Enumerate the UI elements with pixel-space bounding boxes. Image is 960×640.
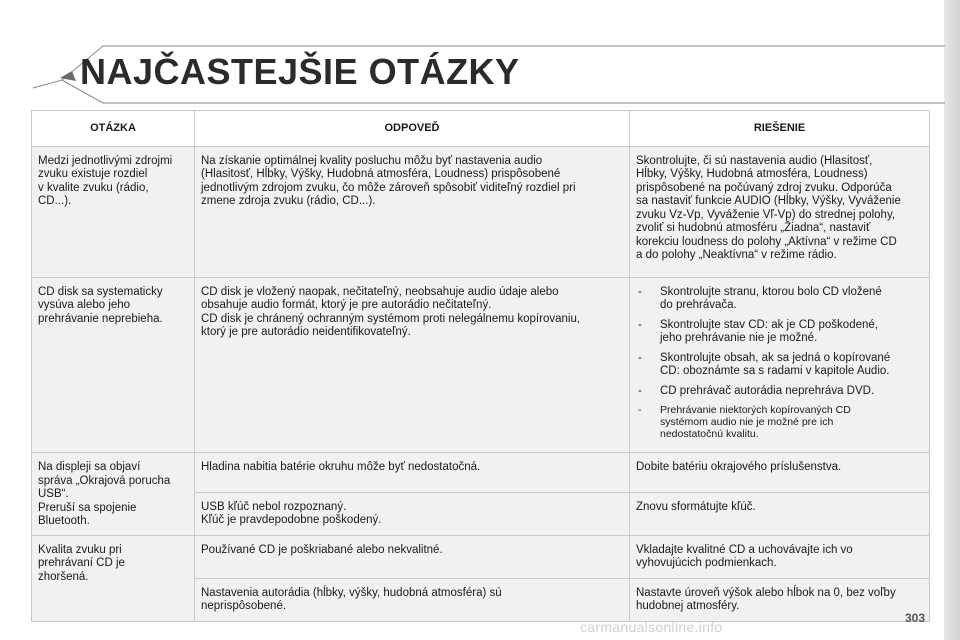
answer-line: USB kľúč nebol rozpoznaný. <box>201 500 347 513</box>
solution-cell <box>630 578 930 621</box>
page-edge-band <box>944 0 960 640</box>
answer-line: Hladina nabitia batérie okruhu môže byť nedostatočná. <box>201 461 481 473</box>
list-item <box>636 319 924 346</box>
list-item <box>636 286 924 313</box>
answer-line: obsahuje audio formát, ktorý je pre autorádio nečitateľný. <box>201 299 492 311</box>
solution-line: a do polohy „Neaktívna“ v režime rádio. <box>636 249 837 261</box>
question-line: v kvalite zvuku (rádio, <box>38 181 149 194</box>
solution-line: Nastavte úroveň výšok alebo hĺbok na 0, bez voľby <box>636 586 896 599</box>
solution-cell <box>630 535 930 578</box>
answer-line: jednotlivým zdrojom zvuku, čo môže zároveň spôsobiť viditeľný rozdiel pri <box>201 181 576 194</box>
answer-line: CD disk je vložený naopak, nečitateľný, neobsahuje audio údaje alebo <box>201 285 559 298</box>
answer-line: Nastavenia autorádia (hĺbky, výšky, hudobná atmosféra) sú <box>201 586 502 599</box>
answer-line: Na získanie optimálnej kvality posluchu môžu byť nastavenia audio <box>201 154 543 167</box>
question-line: Kvalita zvuku pri <box>38 543 122 556</box>
list-item <box>636 404 924 440</box>
faq-table <box>31 110 930 622</box>
column-header-solution: RIEŠENIE <box>630 111 930 147</box>
answer-cell <box>195 453 630 493</box>
solution-line: Skontrolujte, či sú nastavenia audio (Hlasitosť, <box>636 154 873 167</box>
page-number: 303 <box>905 611 926 625</box>
question-line: Preruší sa spojenie <box>38 501 137 514</box>
solution-cell <box>630 453 930 493</box>
answer-line: (Hlasitosť, Hĺbky, Výšky, Hudobná atmosféra, Loudness) prispôsobené <box>201 168 561 180</box>
question-line: USB“. <box>38 488 69 500</box>
answer-cell <box>195 535 630 578</box>
solution-line: Hĺbky, Výšky, Hudobná atmosféra, Loudness) <box>636 168 868 180</box>
question-line: vysúva alebo jeho <box>38 299 131 311</box>
solution-line: jeho prehrávanie nie je možné. <box>660 332 818 344</box>
table-row <box>32 277 930 453</box>
solution-line: systémom audio nie je možné pre ich <box>660 416 834 428</box>
question-cell <box>32 535 195 621</box>
solution-line: do prehrávača. <box>660 299 737 311</box>
watermark-text: carmanualsonline.info <box>580 619 723 635</box>
question-line: Bluetooth. <box>38 515 90 527</box>
column-header-answer: ODPOVEĎ <box>195 111 630 147</box>
solution-line: Vkladajte kvalitné CD a uchovávajte ich vo <box>636 543 853 556</box>
question-line: zhoršená. <box>38 570 89 583</box>
question-line: CD disk sa systematicky <box>38 285 163 298</box>
solution-line: - Skontrolujte obsah, ak sa jedná o kopírované <box>660 351 891 364</box>
answer-line: ktorý je pre autorádio neidentifikovateľný. <box>201 326 411 338</box>
table-row <box>32 535 930 578</box>
solution-line: Znovu sformátujte kľúč. <box>636 500 756 513</box>
solution-cell <box>630 492 930 535</box>
solution-line: hudobnej atmosféry. <box>636 600 740 612</box>
question-cell <box>32 277 195 453</box>
solution-cell <box>630 146 930 277</box>
solution-line: CD: oboznámte sa s radami v kapitole Audio. <box>660 365 890 377</box>
answer-line: neprispôsobené. <box>201 600 287 612</box>
column-header-question: OTÁZKA <box>32 111 195 147</box>
solution-line: sa nastaviť funkcie AUDIO (Hĺbky, Výšky, Vyváženie <box>636 195 901 207</box>
list-item <box>636 352 924 379</box>
solution-cell <box>630 277 930 453</box>
solution-line: vyhovujúcich podmienkach. <box>636 557 777 569</box>
solution-line: - Prehrávanie niektorých kopírovaných CD <box>660 404 851 416</box>
answer-cell <box>195 277 630 453</box>
answer-line: CD disk je chránený ochranným systémom proti nelegálnemu kopírovaniu, <box>201 312 581 325</box>
solution-line: - Skontrolujte stav CD: ak je CD poškodené, <box>660 318 878 331</box>
answer-cell <box>195 492 630 535</box>
solution-line: korekciu loudness do polohy „Aktívna“ v režime CD <box>636 235 897 248</box>
question-line: správa „Okrajová porucha <box>38 474 171 487</box>
solution-line: - Skontrolujte stranu, ktorou bolo CD vložené <box>660 285 882 298</box>
solution-line: zvoliť si hudobnú atmosféru „Žiadna“, nastaviť <box>636 222 871 234</box>
question-line: Medzi jednotlivými zdrojmi <box>38 154 173 167</box>
question-line: prehrávanie neprebieha. <box>38 312 163 325</box>
list-item <box>636 385 924 399</box>
page-title: NAJČASTEJŠIE OTÁZKY <box>80 51 520 92</box>
question-line: CD...). <box>38 195 72 207</box>
solution-line: Dobite batériu okrajového príslušenstva. <box>636 461 842 473</box>
answer-line: zmene zdroja zvuku (rádio, CD...). <box>201 195 376 207</box>
question-line: Na displeji sa objaví <box>38 461 141 473</box>
solution-line: nedostatočnú kvalitu. <box>660 428 759 440</box>
table-header-row <box>32 111 930 147</box>
solution-line: zvuku Vz-Vp, Vyváženie Vľ-Vp) do strednej polohy, <box>636 208 896 221</box>
question-cell <box>32 146 195 277</box>
answer-cell <box>195 578 630 621</box>
solution-list <box>636 286 924 441</box>
solution-line: prispôsobené na počúvaný zdroj zvuku. Odporúča <box>636 181 892 194</box>
answer-line: Kľúč je pravdepodobne poškodený. <box>201 514 382 527</box>
question-cell <box>32 453 195 536</box>
table-row <box>32 146 930 277</box>
table-row <box>32 453 930 493</box>
question-line: prehrávaní CD je <box>38 557 125 569</box>
answer-line: Používané CD je poškriabané alebo nekvalitné. <box>201 543 443 556</box>
question-line: zvuku existuje rozdiel <box>38 168 148 180</box>
answer-cell <box>195 146 630 277</box>
solution-line: - CD prehrávač autorádia neprehráva DVD. <box>660 384 875 397</box>
